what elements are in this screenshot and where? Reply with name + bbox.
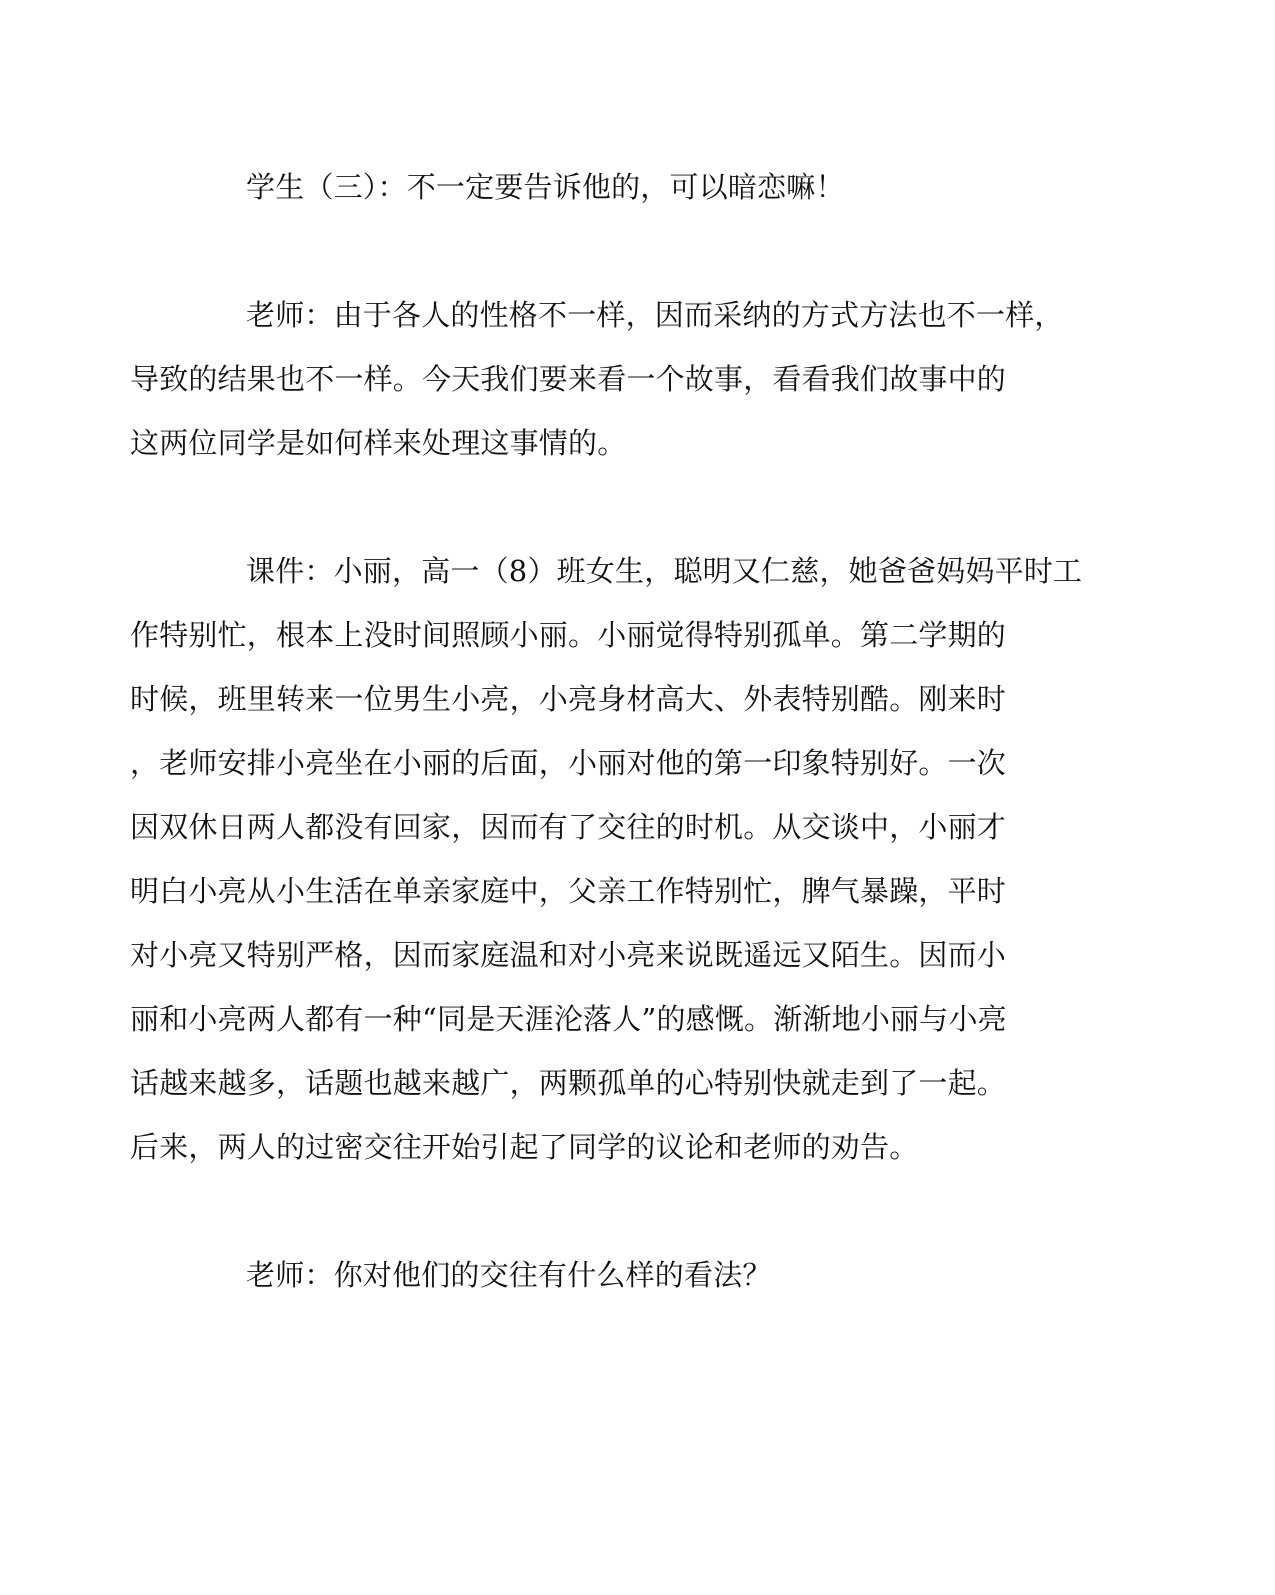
paragraph-courseware-story [130, 539, 1083, 1179]
text-line: 时候，班里转来一位男生小亮，小亮身材高大、外表特别酷。刚来时 [130, 682, 1007, 716]
text-line: 导致的结果也不一样。今天我们要来看一个故事，看看我们故事中的 [130, 362, 1007, 396]
text-line: 这两位同学是如何样来处理这事情的。 [130, 426, 627, 460]
text-line: 明白小亮从小生活在单亲家庭中，父亲工作特别忙，脾气暴躁，平时 [130, 874, 1007, 908]
text-line: ，老师安排小亮坐在小丽的后面，小丽对他的第一印象特别好。一次 [130, 746, 1007, 780]
text-line: 丽和小亮两人都有一种“同是天涯沦落人”的感慨。渐渐地小丽与小亮 [130, 1002, 1007, 1036]
text-line: 课件：小丽，高一（8）班女生，聪明又仁慈，她爸爸妈妈平时工 [246, 554, 1083, 588]
text-line: 老师：你对他们的交往有什么样的看法？ [246, 1258, 772, 1292]
paragraph-student-three [188, 155, 1068, 219]
paragraph-teacher-question [188, 1243, 1068, 1307]
text-line: 对小亮又特别严格，因而家庭温和对小亮来说既遥远又陌生。因而小 [130, 938, 1007, 972]
text-line: 作特别忙，根本上没时间照顾小丽。小丽觉得特别孤单。第二学期的 [130, 618, 1007, 652]
text-line: 学生（三）：不一定要告诉他的，可以暗恋嘛！ [246, 170, 845, 204]
text-line: 因双休日两人都没有回家，因而有了交往的时机。从交谈中，小丽才 [130, 810, 1007, 844]
paragraph-teacher-intro [130, 283, 1068, 475]
text-line: 话越来越多，话题也越来越广，两颗孤单的心特别快就走到了一起。 [130, 1066, 1007, 1100]
text-line: 老师：由于各人的性格不一样，因而采纳的方式方法也不一样， [246, 298, 1064, 332]
text-line: 后来，两人的过密交往开始引起了同学的议论和老师的劝告。 [130, 1130, 919, 1164]
